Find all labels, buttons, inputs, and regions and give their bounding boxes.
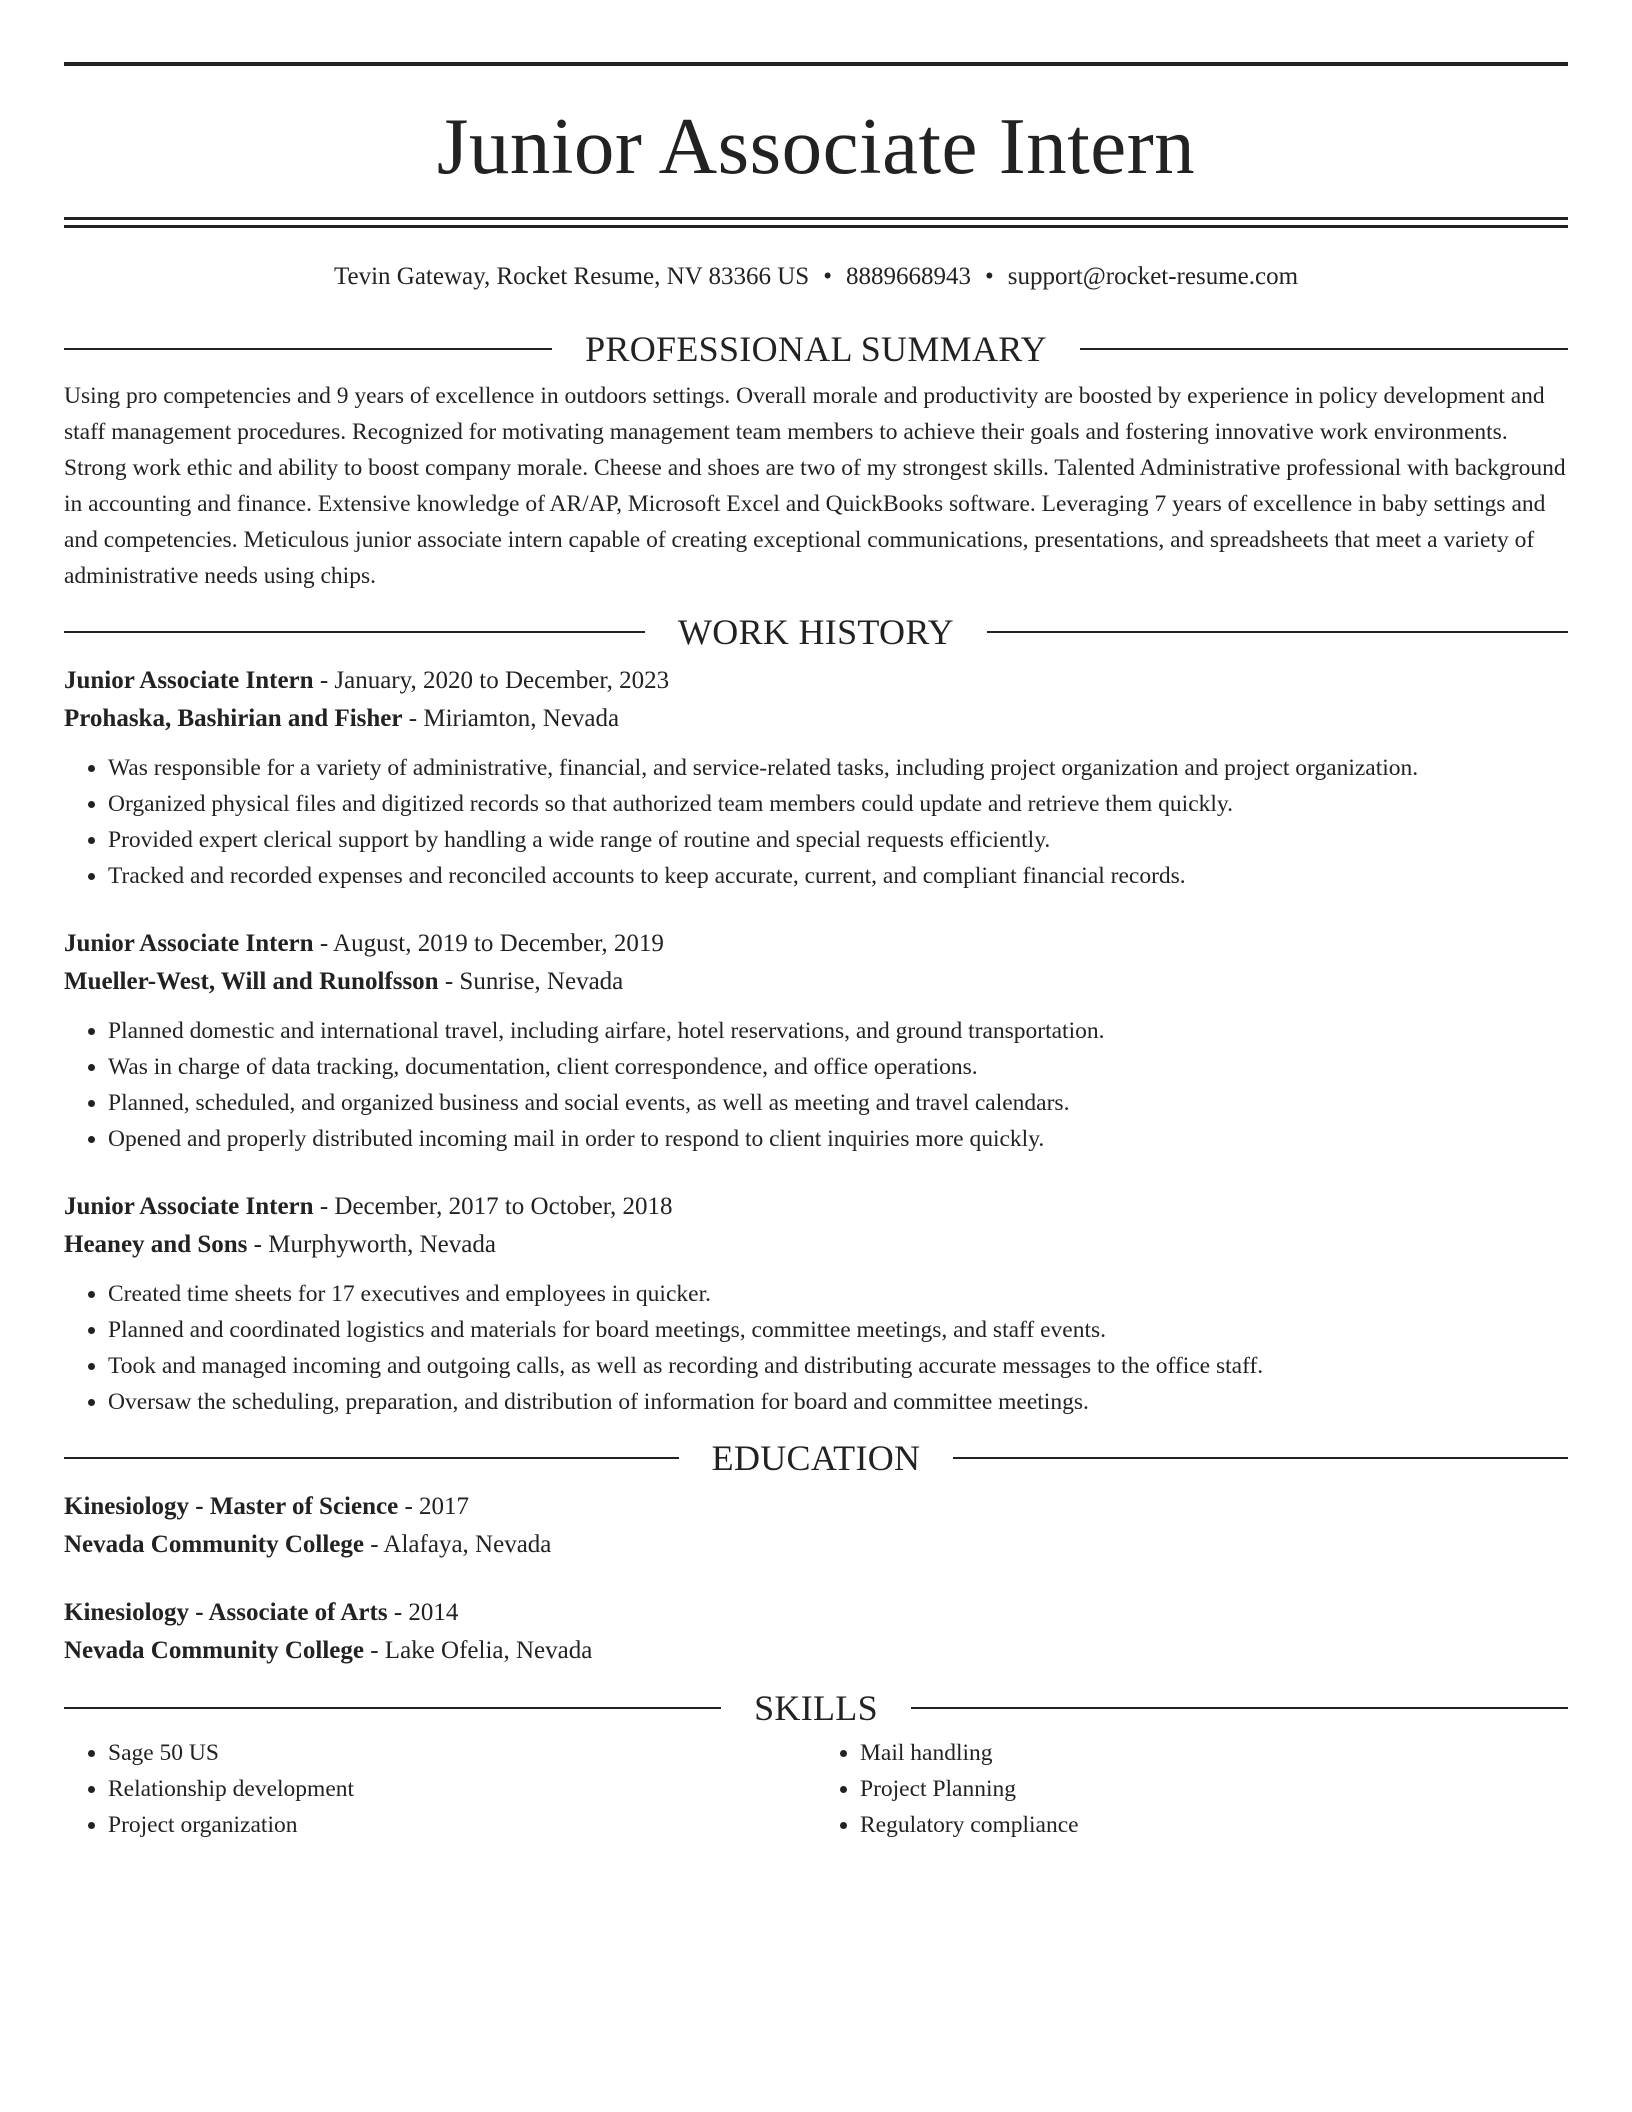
contact-separator: • (823, 263, 832, 290)
job-title: Junior Associate Intern (64, 1193, 314, 1220)
skill-item: • Sage 50 US (108, 1735, 816, 1771)
skills-column-left (64, 1735, 816, 1843)
skills-heading-row (64, 1690, 1568, 1726)
contact-address: Tevin Gateway, Rocket Resume, NV 83366 US (333, 263, 810, 290)
education-entry (64, 1488, 1568, 1564)
education-degree: Kinesiology - Associate of Arts (64, 1599, 388, 1626)
summary-heading: PROFESSIONAL SUMMARY (585, 329, 1047, 369)
heading-rule-right (953, 1457, 1568, 1459)
job-bullet: • Opened and properly distributed incoming mail in order to respond to client inquiries more quickly. (108, 1121, 1568, 1157)
education-entry (64, 1594, 1568, 1670)
job-title-line (64, 925, 1568, 963)
job-dates: - December, 2017 to October, 2018 (313, 1193, 673, 1220)
job-company: Heaney and Sons (64, 1231, 248, 1258)
job-bullet: • Created time sheets for 17 executives and employees in quicker. (108, 1276, 1568, 1312)
job-bullet: • Was in charge of data tracking, documentation, client correspondence, and office operations. (108, 1049, 1568, 1085)
education-school: Nevada Community College (64, 1531, 364, 1558)
job-entry (64, 662, 1568, 894)
job-company-line (64, 963, 1568, 1001)
job-title-line (64, 662, 1568, 700)
education-degree: Kinesiology - Master of Science (64, 1493, 399, 1520)
job-entry (64, 1188, 1568, 1420)
job-bullet: • Took and managed incoming and outgoing calls, as well as recording and distributing accurate messages to the office staff. (108, 1348, 1568, 1384)
job-location: - Miriamton, Nevada (402, 705, 620, 732)
job-bullets (64, 1013, 1568, 1157)
job-bullet: • Oversaw the scheduling, preparation, and distribution of information for board and committee meetings. (108, 1384, 1568, 1420)
job-title: Junior Associate Intern (64, 930, 314, 957)
heading-rule-left (64, 348, 552, 350)
job-location: - Sunrise, Nevada (438, 968, 624, 995)
summary-text: Using pro competencies and 9 years of excellence in outdoors settings. Overall morale and productivity are boosted by experience in policy development and staff management procedures. Recognized for motivating management team members to achieve their goals and fostering innovative work environments. Strong work ethic and ability to boost company morale. Cheese and shoes are two of my strongest skills. Talented Administrative professional with background in accounting and finance. Extensive knowledge of AR/AP, Microsoft Excel and QuickBooks software. Leveraging 7 years of excellence in baby settings and and competencies. Meticulous junior associate intern capable of creating exceptional communications, presentations, and spreadsheets that meet a variety of administrative needs using chips. (64, 383, 1566, 589)
skill-item: • Relationship development (108, 1771, 816, 1807)
job-bullet: • Tracked and recorded expenses and reconciled accounts to keep accurate, current, and compliant financial records. (108, 858, 1568, 894)
job-bullet: • Planned domestic and international travel, including airfare, hotel reservations, and ground transportation. (108, 1013, 1568, 1049)
education-degree-line (64, 1594, 1568, 1632)
skill-item: • Mail handling (860, 1735, 1568, 1771)
job-bullet: • Planned, scheduled, and organized business and social events, as well as meeting and travel calendars. (108, 1085, 1568, 1121)
job-bullet: • Was responsible for a variety of administrative, financial, and service-related tasks, including project organization and project organization. (108, 750, 1568, 786)
heading-rule-right (911, 1707, 1568, 1709)
education-year: - 2014 (387, 1599, 459, 1626)
job-company: Mueller-West, Will and Runolfsson (64, 968, 439, 995)
job-company-line (64, 1226, 1568, 1264)
skills-column-right (816, 1735, 1568, 1843)
job-bullets (64, 1276, 1568, 1420)
job-entry (64, 925, 1568, 1157)
job-title: Junior Associate Intern (64, 667, 314, 694)
job-company: Prohaska, Bashirian and Fisher (64, 705, 403, 732)
heading-rule-left (64, 1707, 721, 1709)
job-bullet: • Provided expert clerical support by handling a wide range of routine and special requests efficiently. (108, 822, 1568, 858)
heading-rule-left (64, 1457, 679, 1459)
education-heading-row (64, 1440, 1568, 1476)
contact-phone: 8889668943 (845, 263, 971, 290)
contact-separator: • (984, 263, 994, 290)
resume-title: Junior Associate Intern (436, 101, 1196, 191)
job-bullet: • Organized physical files and digitized records so that authorized team members could update and retrieve them quickly. (108, 786, 1568, 822)
education-location: - Alafaya, Nevada (363, 1531, 552, 1558)
education-heading: EDUCATION (711, 1438, 921, 1478)
work-heading-row (64, 614, 1568, 650)
skills-list (64, 1735, 1568, 1843)
job-bullets (64, 750, 1568, 894)
education-school: Nevada Community College (64, 1637, 364, 1664)
job-title-line (64, 1188, 1568, 1226)
heading-rule-left (64, 631, 645, 633)
heading-rule-right (1080, 348, 1568, 350)
skill-item: • Project Planning (860, 1771, 1568, 1807)
work-heading: WORK HISTORY (678, 612, 954, 652)
summary-heading-row (64, 331, 1568, 367)
contact-email: support@rocket-resume.com (1007, 263, 1299, 290)
education-school-line (64, 1526, 1568, 1564)
job-bullet: • Planned and coordinated logistics and materials for board meetings, committee meetings, and staff events. (108, 1312, 1568, 1348)
skills-heading: SKILLS (754, 1688, 878, 1728)
job-company-line (64, 700, 1568, 738)
job-dates: - January, 2020 to December, 2023 (313, 667, 670, 694)
education-year: - 2017 (398, 1493, 470, 1520)
education-location: - Lake Ofelia, Nevada (363, 1637, 593, 1664)
skill-item: • Regulatory compliance (860, 1807, 1568, 1843)
education-school-line (64, 1632, 1568, 1670)
education-degree-line (64, 1488, 1568, 1526)
job-location: - Murphyworth, Nevada (247, 1231, 496, 1258)
title-double-rule (64, 217, 1568, 228)
top-rule (64, 62, 1568, 66)
skill-item: • Project organization (108, 1807, 816, 1843)
job-dates: - August, 2019 to December, 2019 (313, 930, 664, 957)
contact-line (64, 264, 1568, 289)
heading-rule-right (987, 631, 1568, 633)
